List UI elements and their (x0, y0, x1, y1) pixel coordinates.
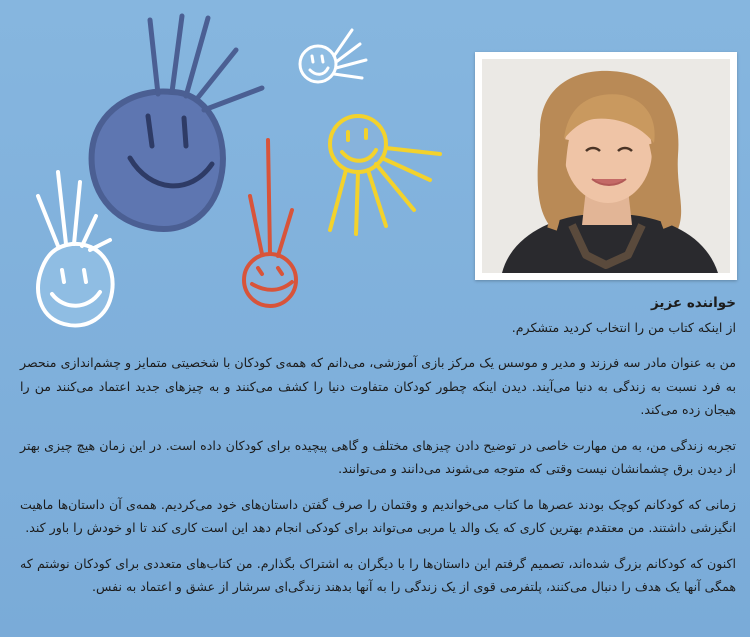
paragraph: من به عنوان مادر سه فرزند و مدیر و موسس یک مرکز بازی آموزشی، می‌دانم که همه‌ی کودکان با شخصیتی متمایز و چشم‌اندازی منحصر به فرد نسبت به زندگی به دنیا می‌آیند. دیدن اینکه چطور کودکان متفاوت دنیا را کشف می‌کنند و به چیزهای جدید اعتماد می‌کنند من را هیجان زده می‌کند. (20, 355, 736, 417)
paragraph: از اینکه کتاب من را انتخاب کردید متشکرم. (511, 319, 736, 335)
paragraph: تجربه زندگی من، به من مهارت خاصی در توضیح دادن چیزهای مختلف و گاهی پیچیده برای کودکان داده است. در این زمان هیچ چیزی بهتر از دیدن برق چشمانشان نیست وقتی که متوجه می‌شوند می‌دانند و می‌توانند. (20, 437, 736, 476)
letter-to-reader (20, 292, 736, 611)
doodle-face-small-white-icon (300, 30, 366, 82)
doodle-face-yellow-icon (330, 116, 440, 234)
paragraph: اکنون که کودکانم بزرگ شده‌اند، تصمیم گرفتم این داستان‌ها را با دیگران به اشتراک بگذارم. من کتاب‌های متعددی برای کودکان نوشتم که همگی آنها یک هدف را دنبال می‌کنند، پلتفرمی قوی از یک زندگی را به آنها بدهند زندگی‌ای سرشار از عشق و اعتماد به نفس. (20, 555, 736, 594)
doodle-faces (0, 0, 470, 330)
doodle-face-red-icon (244, 140, 296, 306)
doodle-face-large-icon (92, 16, 262, 229)
greeting-heading: خواننده عزیز (651, 295, 736, 311)
author-photo-frame (475, 52, 737, 280)
paragraph: زمانی که کودکانم کوچک بودند عصرها ما کتاب می‌خواندیم و وقتمان را صرف گفتن داستان‌های خود می‌کردیم. همه‌ی آن داستان‌ها ماهیت انگیزشی داشتند. من معتقدم بهترین کاری که یک والد یا مربی می‌تواند برای کودکی انجام دهد این است کاری کند تا او خودش را باور کند. (20, 496, 736, 535)
author-portrait-icon (482, 59, 730, 273)
